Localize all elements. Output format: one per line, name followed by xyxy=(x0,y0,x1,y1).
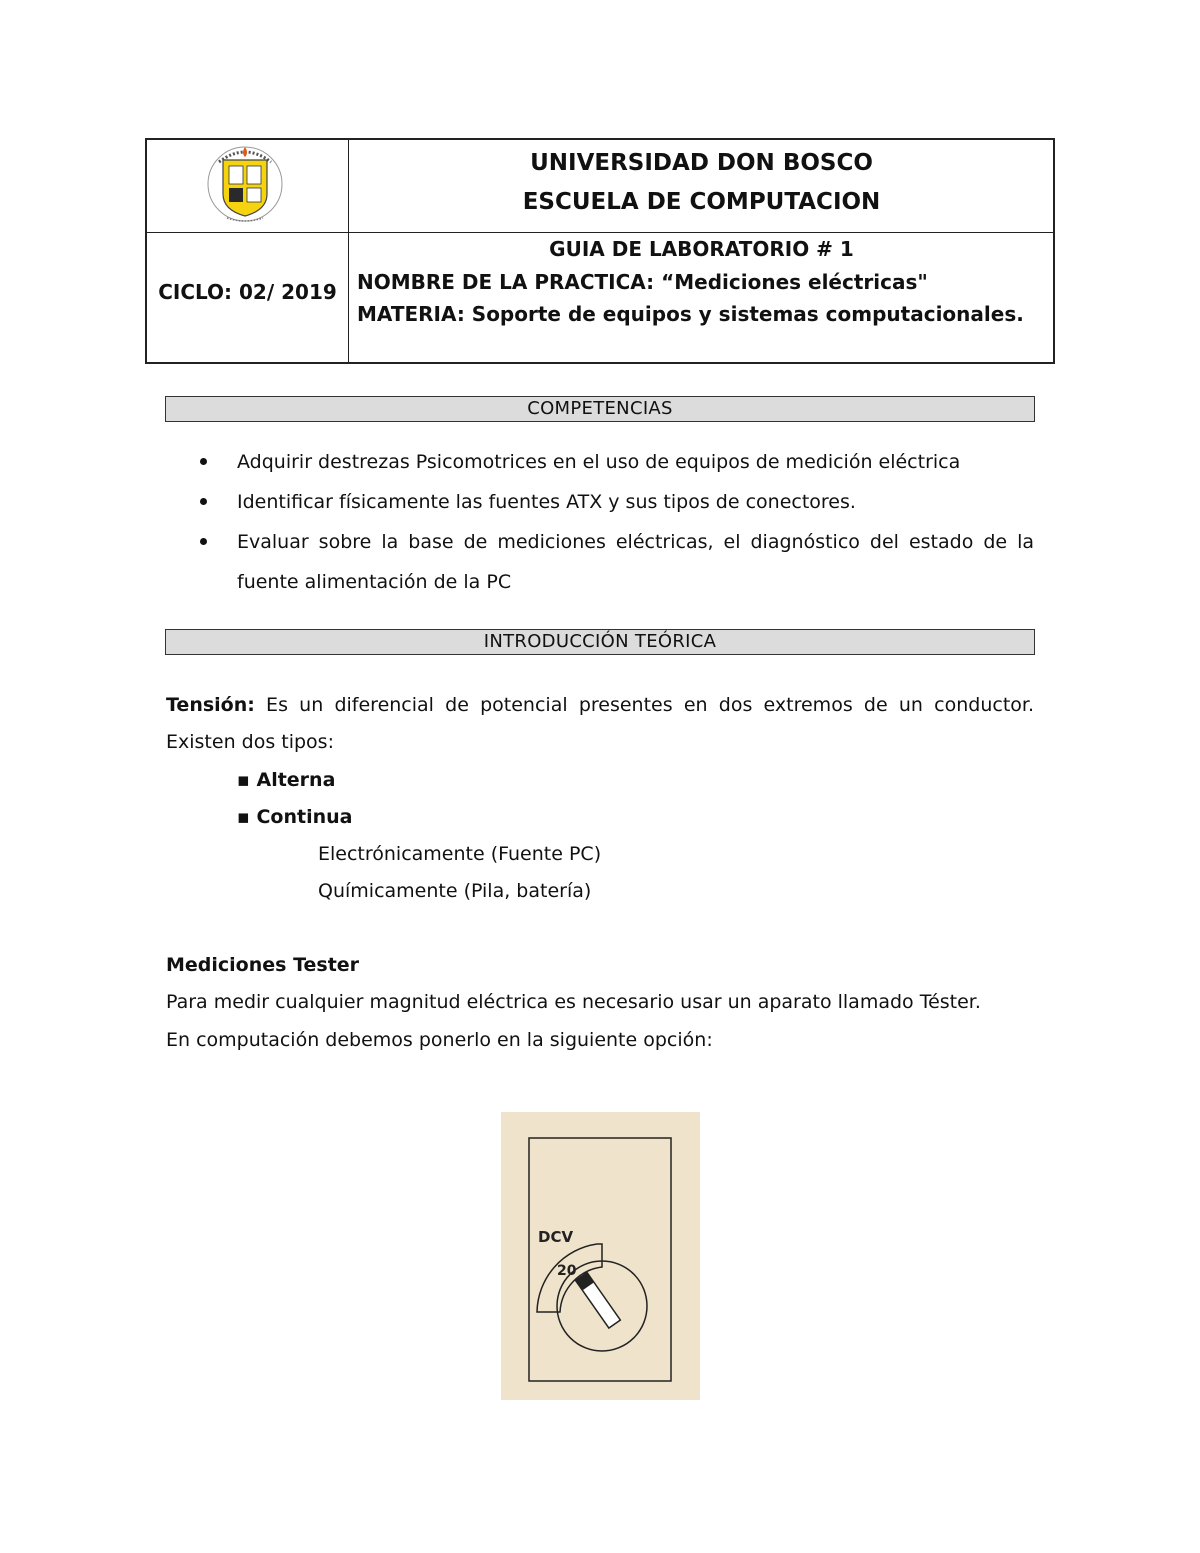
bullet-icon xyxy=(200,498,207,505)
institution-title xyxy=(350,144,1053,222)
university-name: UNIVERSIDAD DON BOSCO xyxy=(530,150,873,176)
tester-dial-figure xyxy=(501,1112,700,1400)
university-seal-logo xyxy=(203,144,287,224)
type-continua: ▪ Continua xyxy=(237,806,353,828)
range-20-label: 20 xyxy=(557,1263,577,1279)
list-item: Identificar físicamente las fuentes ATX y sus tipos de conectores. xyxy=(200,482,1034,522)
figure-background xyxy=(501,1112,700,1400)
bullet-icon xyxy=(200,538,207,545)
subject-name: MATERIA: Soporte de equipos y sistemas computacionales. xyxy=(357,302,1024,326)
competencias-heading: COMPETENCIAS xyxy=(165,396,1035,422)
tester-line-2: En computación debemos ponerlo en la siguiente opción: xyxy=(166,1029,713,1051)
list-item: Evaluar sobre la base de mediciones eléctricas, el diagnóstico del estado de la fuente alimentación de la PC xyxy=(200,522,1034,602)
introduccion-heading: INTRODUCCIÓN TEÓRICA xyxy=(165,629,1035,655)
table-divider-vertical xyxy=(348,140,349,362)
list-item: Adquirir destrezas Psicomotrices en el uso de equipos de medición eléctrica xyxy=(200,442,1034,482)
competencias-list xyxy=(200,442,1034,602)
tension-label: Tensión: xyxy=(166,694,255,716)
type-alterna: ▪ Alterna xyxy=(237,769,336,791)
tester-heading: Mediciones Tester xyxy=(166,954,360,976)
header-table xyxy=(145,138,1055,364)
cycle-label: CICLO: 02/ 2019 xyxy=(158,280,337,304)
practice-name: NOMBRE DE LA PRACTICA: “Mediciones eléctricas" xyxy=(357,270,928,294)
tension-paragraph xyxy=(166,687,1034,761)
school-name: ESCUELA DE COMPUTACION xyxy=(522,189,881,215)
bullet-icon xyxy=(200,458,207,465)
lab-guide-number: GUIA DE LABORATORIO # 1 xyxy=(549,237,854,261)
subtype-quimica: Químicamente (Pila, batería) xyxy=(318,880,592,902)
subtype-electronica: Electrónicamente (Fuente PC) xyxy=(318,843,602,865)
dcv-label: DCV xyxy=(538,1228,574,1246)
tester-line-1: Para medir cualquier magnitud eléctrica es necesario usar un aparato llamado Téster. xyxy=(166,991,981,1013)
tension-text: Es un diferencial de potencial presentes en dos extremos de un conductor. Existen dos tipos: xyxy=(166,694,1034,753)
